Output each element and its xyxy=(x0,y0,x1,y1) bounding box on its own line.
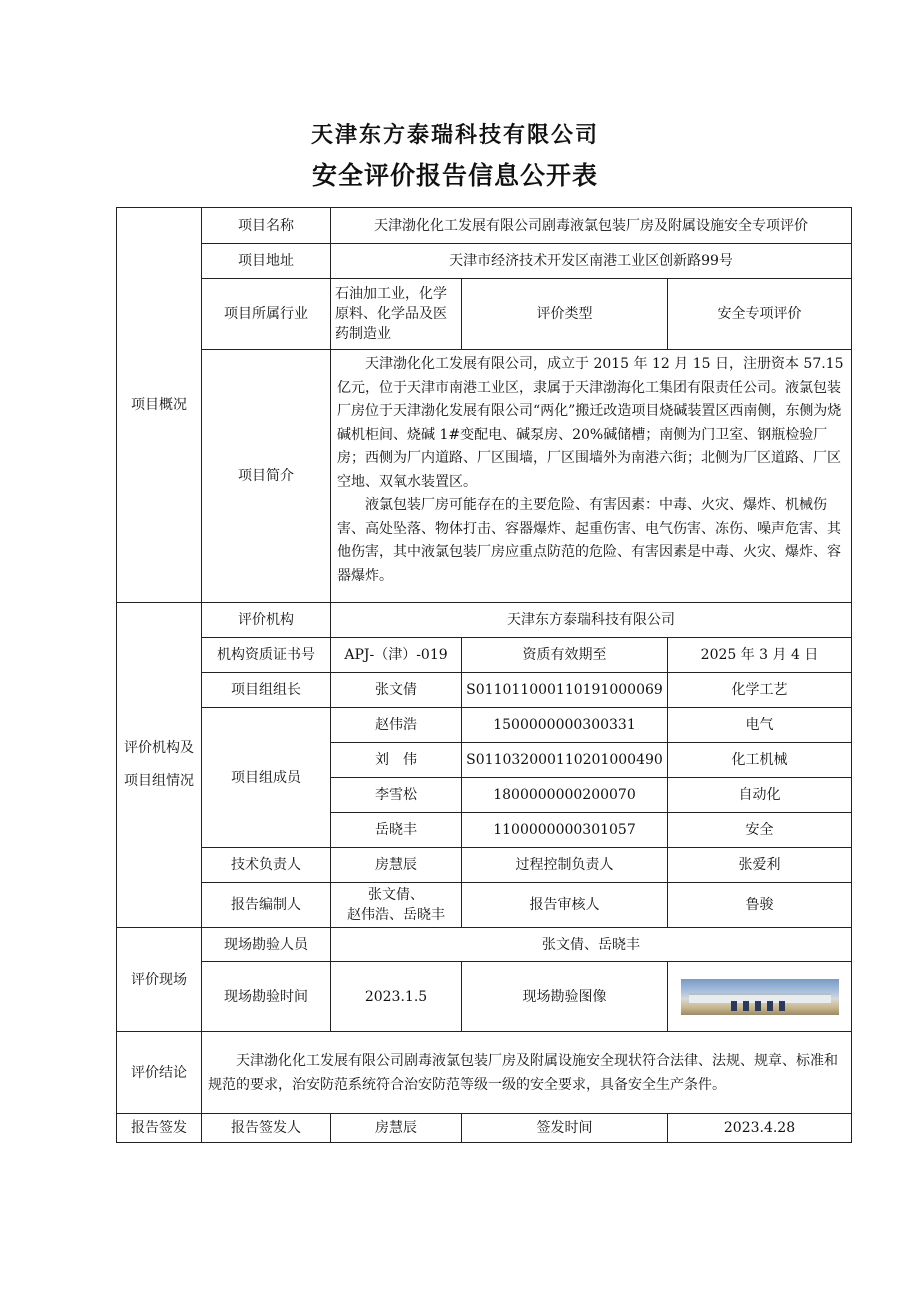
site-staff-label: 现场勘验人员 xyxy=(202,928,331,962)
site-image-cell xyxy=(668,962,852,1032)
process-lead-value: 张爱利 xyxy=(668,848,852,883)
member-name: 赵伟浩 xyxy=(331,708,462,743)
industry-value: 石油加工业，化学原料、化学品及医药制造业 xyxy=(331,279,462,350)
row-site-staff xyxy=(117,928,852,962)
industry-label: 项目所属行业 xyxy=(202,279,331,350)
row-member xyxy=(117,708,852,743)
member-name: 刘 伟 xyxy=(331,743,462,778)
cert-value: APJ-（津）-019 xyxy=(331,638,462,673)
row-project-name xyxy=(117,208,852,244)
row-project-address xyxy=(117,244,852,279)
member-major: 化工机械 xyxy=(668,743,852,778)
agency-value: 天津东方泰瑞科技有限公司 xyxy=(331,603,852,638)
photo-people xyxy=(731,1001,791,1011)
site-photo xyxy=(681,979,839,1015)
section-agency: 评价机构及项目组情况 xyxy=(117,603,202,928)
conclusion-cell xyxy=(202,1032,852,1114)
conclusion-text: 天津渤化化工发展有限公司剧毒液氯包装厂房及附属设施安全现状符合法律、法规、规章、标准和规范的要求，治安防范系统符合治安防范等级一级的安全要求，具备安全生产条件。 xyxy=(208,1052,838,1093)
compiler-value-line-1: 张文倩、 xyxy=(368,887,424,903)
leader-name: 张文倩 xyxy=(331,673,462,708)
company-name: 天津东方泰瑞科技有限公司 xyxy=(310,122,599,148)
project-name-label: 项目名称 xyxy=(202,208,331,244)
issuer-value: 房慧辰 xyxy=(331,1114,462,1143)
member-major: 安全 xyxy=(668,813,852,848)
cert-label: 机构资质证书号 xyxy=(202,638,331,673)
disclosure-table xyxy=(116,207,852,1143)
section-site: 评价现场 xyxy=(117,928,202,1032)
project-address-label: 项目地址 xyxy=(202,244,331,279)
agency-label: 评价机构 xyxy=(202,603,331,638)
leader-major: 化学工艺 xyxy=(668,673,852,708)
section-conclusion: 评价结论 xyxy=(117,1032,202,1114)
reviewer-label: 报告审核人 xyxy=(462,883,668,928)
row-agency xyxy=(117,603,852,638)
document-title: 安全评价报告信息公开表 xyxy=(311,161,598,190)
issuer-label: 报告签发人 xyxy=(202,1114,331,1143)
tech-lead-label: 技术负责人 xyxy=(202,848,331,883)
compiler-value xyxy=(331,883,462,928)
member-major: 电气 xyxy=(668,708,852,743)
intro-text xyxy=(331,350,852,603)
row-issue xyxy=(117,1114,852,1143)
member-cert: S011032000110201000490 xyxy=(462,743,668,778)
member-cert: 1800000000200070 xyxy=(462,778,668,813)
leader-cert: S011011000110191000069 xyxy=(462,673,668,708)
tech-lead-value: 房慧辰 xyxy=(331,848,462,883)
site-staff-value: 张文倩、岳晓丰 xyxy=(331,928,852,962)
row-technical-lead xyxy=(117,848,852,883)
intro-paragraph-2: 液氯包装厂房可能存在的主要危险、有害因素：中毒、火灾、爆炸、机械伤害、高处坠落、物体打击、容器爆炸、起重伤害、电气伤害、冻伤、噪声危害、其他伤害，其中液氯包装厂房应重点防范的危险、有害因素是中毒、火灾、爆炸、容器爆炸。 xyxy=(337,497,841,584)
row-compiler xyxy=(117,883,852,928)
row-certificate xyxy=(117,638,852,673)
row-team-leader xyxy=(117,673,852,708)
eval-type-value: 安全专项评价 xyxy=(668,279,852,350)
row-industry xyxy=(117,279,852,350)
leader-label: 项目组组长 xyxy=(202,673,331,708)
intro-label: 项目简介 xyxy=(202,350,331,603)
intro-paragraph-1: 天津渤化化工发展有限公司，成立于 2015 年 12 月 15 日，注册资本 57.15 亿元，位于天津市南港工业区，隶属于天津渤海化工集团有限责任公司。液氯包装厂房位于天津渤化发展有限公司“两化”搬迁改造项目烧碱装置区西南侧，东侧为烧碱机柜间、烧碱 1#变配电、碱泵房、20%碱储槽；南侧为门卫室、钢瓶检验厂房；西侧为厂内道路、厂区围墙，厂区围墙外为南港六街；北侧为厂区道路、厂区空地、双氧水装置区。 xyxy=(337,356,844,490)
member-name: 岳晓丰 xyxy=(331,813,462,848)
project-address-value: 天津市经济技术开发区南港工业区创新路99号 xyxy=(331,244,852,279)
section-issue: 报告签发 xyxy=(117,1114,202,1143)
process-lead-label: 过程控制负责人 xyxy=(462,848,668,883)
compiler-value-line-2: 赵伟浩、岳晓丰 xyxy=(347,907,445,923)
reviewer-value: 鲁骏 xyxy=(668,883,852,928)
member-major: 自动化 xyxy=(668,778,852,813)
row-conclusion xyxy=(117,1032,852,1114)
eval-type-label: 评价类型 xyxy=(462,279,668,350)
row-site-time xyxy=(117,962,852,1032)
compiler-label: 报告编制人 xyxy=(202,883,331,928)
issue-date-value: 2023.4.28 xyxy=(668,1114,852,1143)
issue-date-label: 签发时间 xyxy=(462,1114,668,1143)
project-name-value: 天津渤化化工发展有限公司剧毒液氯包装厂房及附属设施安全专项评价 xyxy=(331,208,852,244)
site-time-value: 2023.1.5 xyxy=(331,962,462,1032)
member-cert: 1100000000301057 xyxy=(462,813,668,848)
section-overview: 项目概况 xyxy=(117,208,202,603)
members-label: 项目组成员 xyxy=(202,708,331,848)
validity-value: 2025 年 3 月 4 日 xyxy=(668,638,852,673)
site-image-label: 现场勘验图像 xyxy=(462,962,668,1032)
validity-label: 资质有效期至 xyxy=(462,638,668,673)
member-name: 李雪松 xyxy=(331,778,462,813)
member-cert: 1500000000300331 xyxy=(462,708,668,743)
site-time-label: 现场勘验时间 xyxy=(202,962,331,1032)
row-intro xyxy=(117,350,852,603)
